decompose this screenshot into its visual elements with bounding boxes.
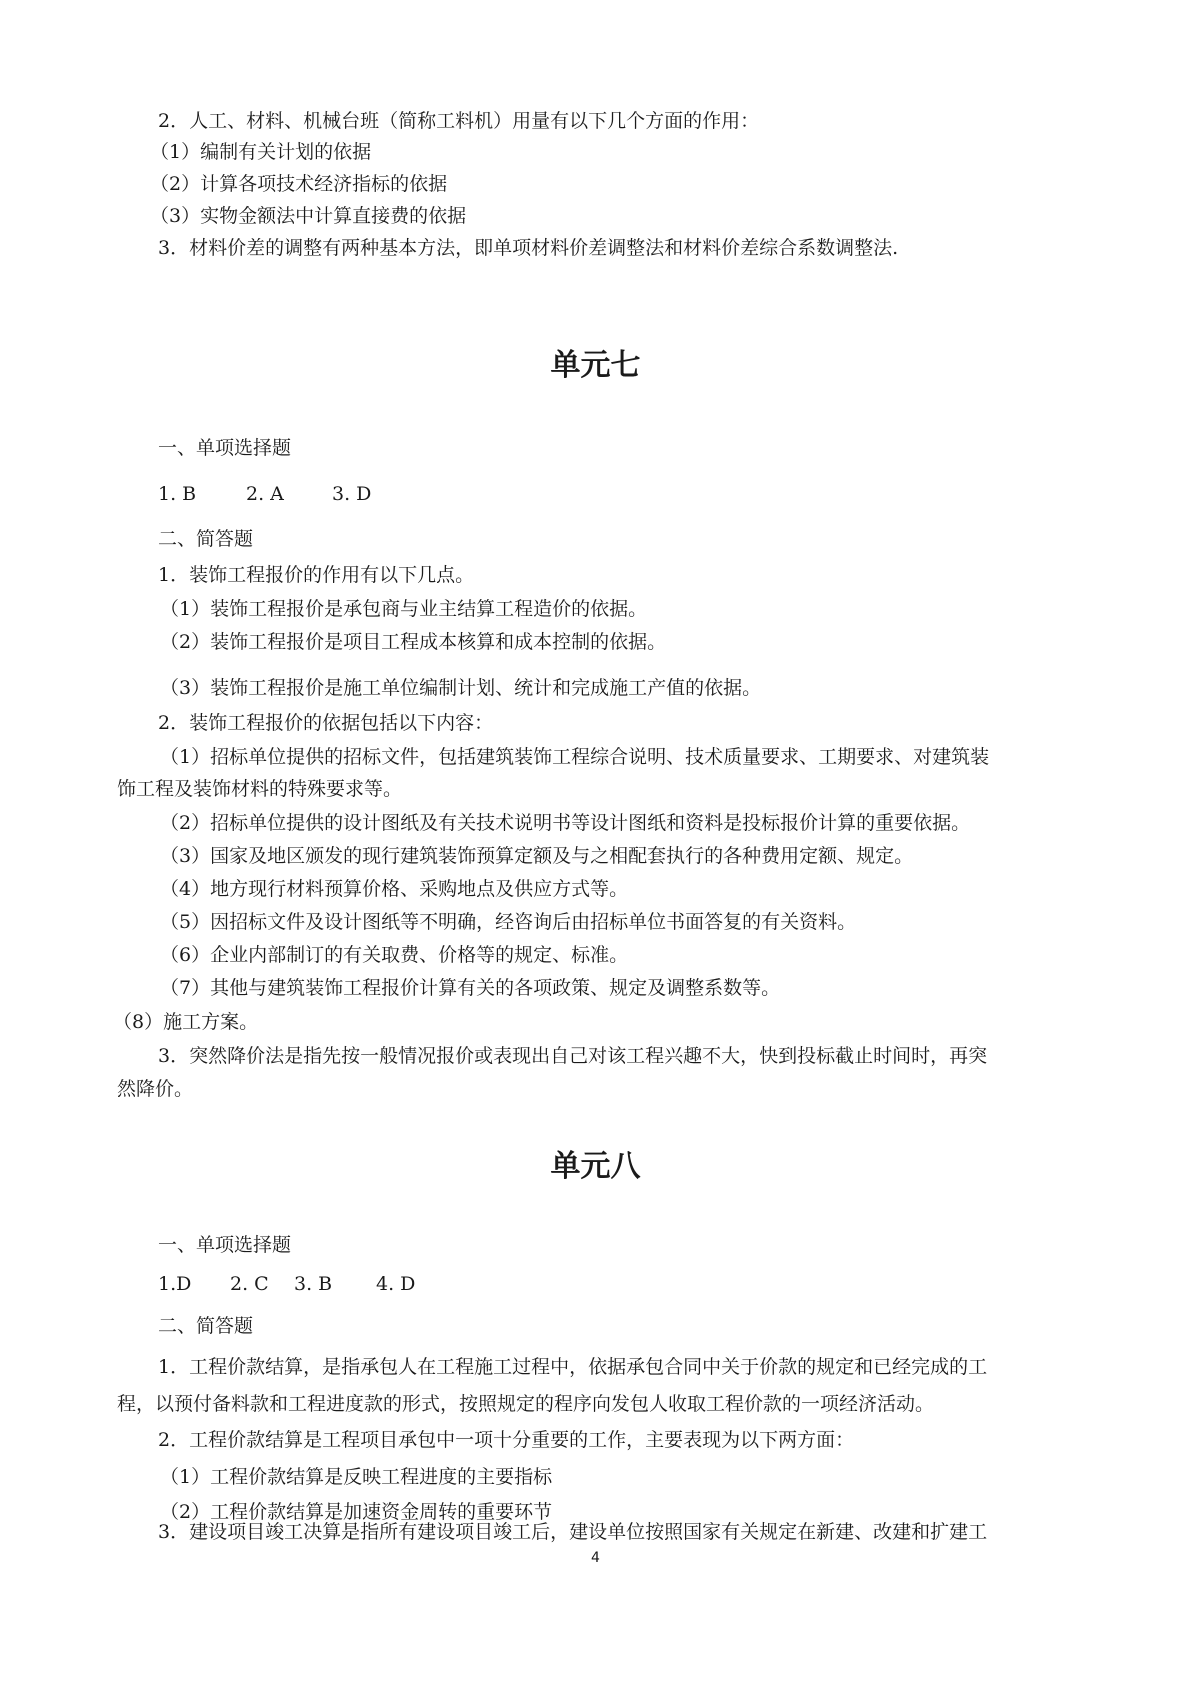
section-heading: 一、单项选择题 <box>158 437 292 459</box>
paragraph-line: （4）地方现行材料预算价格、采购地点及供应方式等。 <box>160 878 629 900</box>
paragraph-line: （1）工程价款结算是反映工程进度的主要指标 <box>160 1466 553 1488</box>
answer-list <box>158 482 371 506</box>
paragraph-line: 程，以预付备料款和工程进度款的形式，按照规定的程序向发包人收取工程价款的一项经济活动。 <box>117 1393 935 1415</box>
paragraph-line: （2）计算各项技术经济指标的依据 <box>150 173 448 195</box>
answer-item: 3. B <box>294 1273 333 1295</box>
page-number: 4 <box>591 1550 600 1566</box>
paragraph-line: （2）装饰工程报价是项目工程成本核算和成本控制的依据。 <box>160 631 667 653</box>
paragraph-line: 3．材料价差的调整有两种基本方法，即单项材料价差调整法和材料价差综合系数调整法. <box>158 237 899 259</box>
section-heading: 二、简答题 <box>158 1315 254 1337</box>
section-heading: 一、单项选择题 <box>158 1234 292 1256</box>
paragraph-line: （1）装饰工程报价是承包商与业主结算工程造价的依据。 <box>160 598 648 620</box>
paragraph-line: （8）施工方案。 <box>113 1011 259 1033</box>
paragraph-line: 1．装饰工程报价的作用有以下几点。 <box>158 564 475 586</box>
paragraph-line: 1．工程价款结算，是指承包人在工程施工过程中，依据承包合同中关于价款的规定和已经完成的工 <box>158 1356 988 1378</box>
section-heading: 二、简答题 <box>158 528 254 550</box>
answer-item: 4. D <box>376 1273 416 1295</box>
paragraph-line: （3）实物金额法中计算直接费的依据 <box>150 205 467 227</box>
paragraph-line: （1）招标单位提供的招标文件，包括建筑装饰工程综合说明、技术质量要求、工期要求、对建筑装 <box>160 746 990 768</box>
paragraph-line: 3．建设项目竣工决算是指所有建设项目竣工后，建设单位按照国家有关规定在新建、改建和扩建工 <box>158 1521 988 1543</box>
answer-item: 1.D <box>158 1273 192 1295</box>
paragraph-line: （7）其他与建筑装饰工程报价计算有关的各项政策、规定及调整系数等。 <box>160 977 781 999</box>
paragraph-line: （3）装饰工程报价是施工单位编制计划、统计和完成施工产值的依据。 <box>160 677 762 699</box>
paragraph-line: （3）国家及地区颁发的现行建筑装饰预算定额及与之相配套执行的各种费用定额、规定。 <box>160 845 914 867</box>
paragraph-line: 3．突然降价法是指先按一般情况报价或表现出自己对该工程兴趣不大，快到投标截止时间时，再突 <box>158 1045 988 1067</box>
paragraph-line: 2．工程价款结算是工程项目承包中一项十分重要的工作，主要表现为以下两方面： <box>158 1429 855 1451</box>
paragraph-line: 然降价。 <box>117 1078 194 1100</box>
paragraph-line: 2．装饰工程报价的依据包括以下内容： <box>158 712 494 734</box>
answer-list <box>158 1272 415 1296</box>
unit-title: 单元七 <box>550 348 641 383</box>
paragraph-line: （2）工程价款结算是加速资金周转的重要环节 <box>160 1501 553 1523</box>
paragraph-line: （6）企业内部制订的有关取费、价格等的规定、标准。 <box>160 944 629 966</box>
answer-item: 3. D <box>332 483 372 505</box>
paragraph-line: （5）因招标文件及设计图纸等不明确，经咨询后由招标单位书面答复的有关资料。 <box>160 911 857 933</box>
paragraph-line: 2．人工、材料、机械台班（简称工料机）用量有以下几个方面的作用： <box>158 110 760 132</box>
answer-item: 2. A <box>246 483 284 505</box>
paragraph-line: 饰工程及装饰材料的特殊要求等。 <box>117 778 403 800</box>
paragraph-line: （1）编制有关计划的依据 <box>150 141 372 163</box>
unit-title: 单元八 <box>550 1149 641 1184</box>
answer-item: 1. B <box>158 483 197 505</box>
paragraph-line: （2）招标单位提供的设计图纸及有关技术说明书等设计图纸和资料是投标报价计算的重要依据。 <box>160 812 971 834</box>
answer-item: 2. C <box>230 1273 269 1295</box>
